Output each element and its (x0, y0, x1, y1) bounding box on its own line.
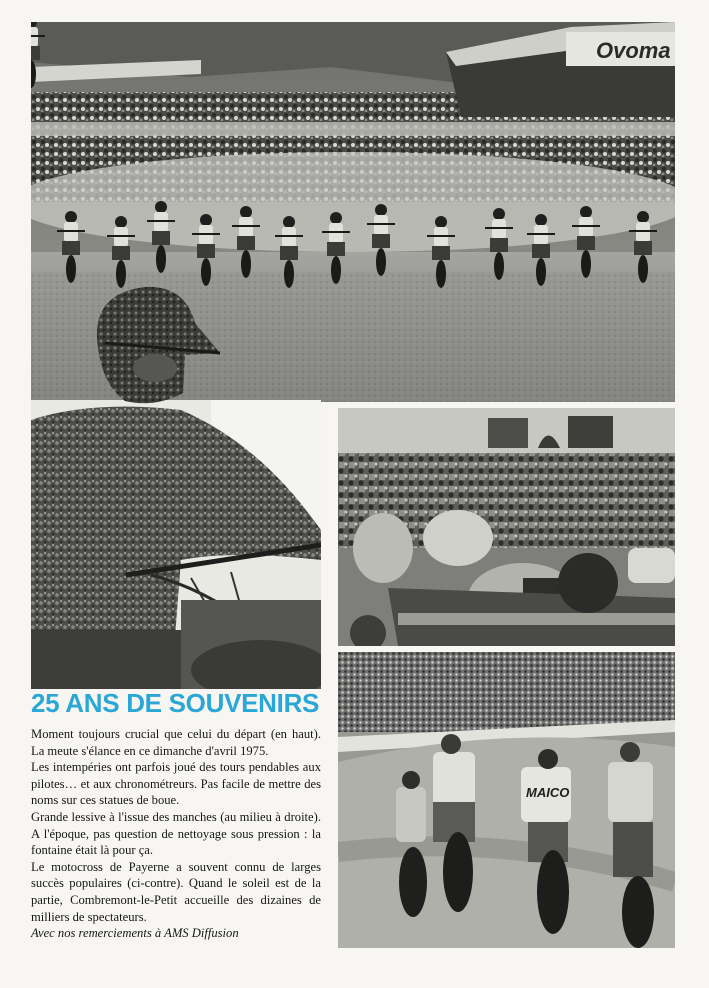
maico-jersey-text: MAICO (526, 785, 570, 800)
photo-credit: Avec nos remerciements à AMS Diffusion (31, 926, 239, 941)
caption-paragraph-mud: Les intempéries ont parfois joué des tours pendables aux pilotes… et aux chronométreurs. Pas facile de mettre des noms sur ces statues de boue. (31, 760, 321, 808)
caption-text (31, 726, 321, 942)
page-headline: 25 ANS DE SOUVENIRS (31, 688, 320, 718)
rider-helmet-cutout (85, 283, 230, 408)
mud-rider-photo (31, 400, 321, 689)
crowd-race-photo (338, 652, 675, 948)
caption-paragraph-washing: Grande lessive à l'issue des manches (au milieu à droite). A l'époque, pas question de nettoyage sous pression : la fontaine était là pour ça. (31, 809, 321, 858)
ovomaltine-banner-text: Ovoma (596, 38, 671, 63)
caption-paragraph-crowds: Le motocross de Payerne a souvent connu de larges succès populaires (ci-contre). Quand le soleil est de la partie, Combremont-le-Petit accueille des dizaines de milliers de spectateurs. (31, 859, 321, 924)
fountain-washing-photo (338, 408, 675, 646)
caption-paragraph-start: Moment toujours crucial que celui du départ (en haut). La meute s'élance en ce dimanche d'avril 1975. (31, 727, 321, 758)
